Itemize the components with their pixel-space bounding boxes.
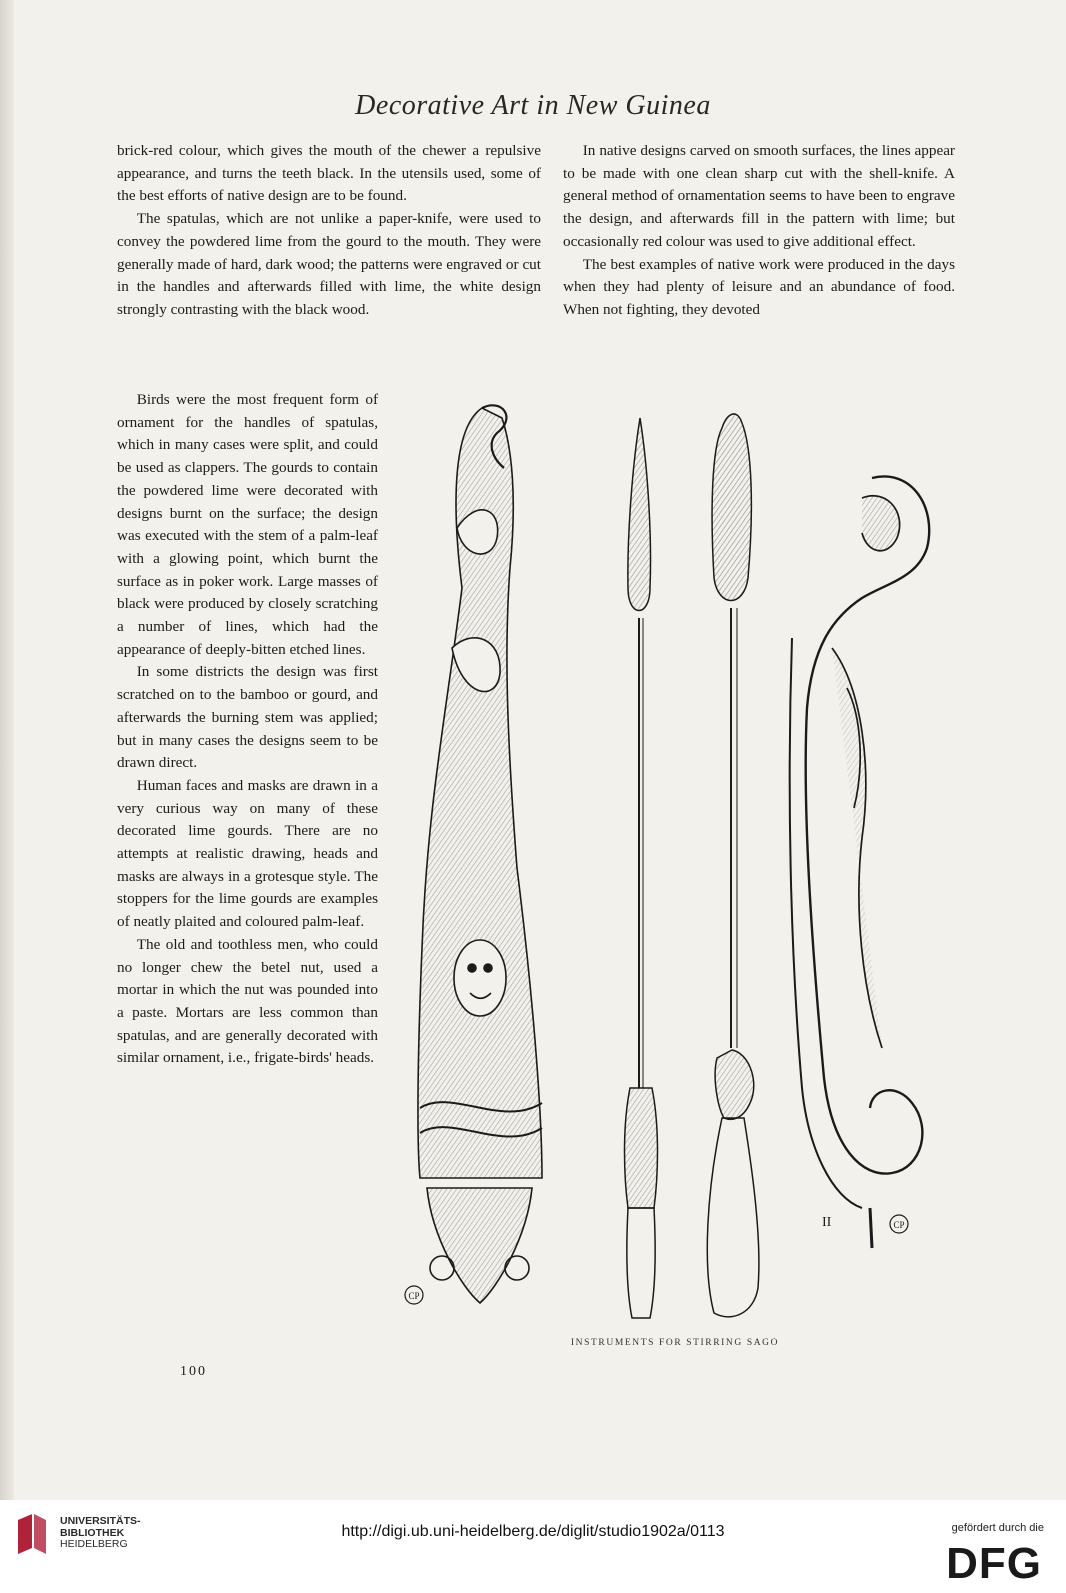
running-head: Decorative Art in New Guinea xyxy=(355,90,711,121)
figure-caption: INSTRUMENTS FOR STIRRING SAGO xyxy=(570,1338,780,1348)
page-edge-shadow xyxy=(0,0,14,1500)
library-name-line: BIBLIOTHEK xyxy=(60,1526,125,1539)
left-column-top xyxy=(117,140,541,322)
paragraph: brick-red colour, which gives the mouth of the chewer a repulsive appearance, and turns the teeth black. In the utensils used, some of the best efforts of native design are to be found. xyxy=(117,142,541,205)
stirrer-4-illustration xyxy=(790,476,930,1248)
dfg-logo: DFG xyxy=(946,1539,1042,1588)
right-column xyxy=(563,140,955,322)
svg-text:CP: CP xyxy=(408,1291,420,1301)
cp-monogram-right xyxy=(890,1215,908,1233)
permalink-url[interactable]: http://digi.ub.uni-heidelberg.de/diglit/studio1902a/0113 xyxy=(341,1523,725,1540)
plate-numeral: II xyxy=(822,1215,832,1230)
svg-text:CP: CP xyxy=(893,1220,905,1230)
funded-by-label: gefördert durch die xyxy=(951,1522,1044,1534)
page-number: 100 xyxy=(180,1364,207,1379)
paragraph: The spatulas, which are not unlike a paper-knife, were used to convey the powdered lime from the gourd to the mouth. They were generally made of hard, dark wood; the patterns were engraved or cut in the handles and afterwards filled with lime, the white design strongly contrasting with the black wood. xyxy=(117,210,541,318)
paragraph: The old and toothless men, who could no longer chew the betel nut, used a mortar in which the nut was pounded into a paste. Mortars are less common than spatulas, and are generally decorated with similar ornament, i.e., frigate-birds' heads. xyxy=(117,935,378,1067)
stirrer-3-illustration xyxy=(707,414,759,1317)
paragraph: In native designs carved on smooth surfaces, the lines appear to be made with one clean sharp cut with the shell-knife. A general method of ornamentation seems to have been to engrave the design, and afterwards fill in the pattern with lime; but occasionally red colour was used to give additional effect. xyxy=(563,142,955,250)
footer-bar xyxy=(0,1500,1066,1593)
paragraph: Human faces and masks are drawn in a very curious way on many of these decorated lime gourds. There are no attempts at realistic drawing, heads and masks are always in a grotesque style. The stoppers for the lime gourds are examples of neatly plaited and coloured palm-leaf. xyxy=(117,776,378,931)
paragraph: The best examples of native work were produced in the days when they had plenty of leisure and an abundance of food. When not fighting, they devoted xyxy=(563,255,955,318)
spatula-1-illustration xyxy=(418,405,542,1303)
stirrer-2-illustration xyxy=(625,418,658,1318)
cp-monogram-left xyxy=(405,1286,423,1304)
sago-instruments-illustration xyxy=(392,388,952,1328)
left-column-narrow xyxy=(117,389,378,1070)
paragraph: In some districts the design was first scratched on to the bamboo or gourd, and afterwards the burning stem was applied; but in many cases the designs seem to be drawn direct. xyxy=(117,663,378,772)
library-name-line: HEIDELBERG xyxy=(60,1538,128,1550)
paragraph: Birds were the most frequent form of ornament for the handles of spatulas, which in many cases were split, and could be used as clappers. The gourds to contain the powdered lime were decorated with designs burnt on the surface; the design was executed with the stem of a palm-leaf with a glowing point, which burnt the surface as in poker work. Large masses of black were produced by closely scratching a number of lines, which had the appearance of deeply-bitten etched lines. xyxy=(117,391,378,658)
library-name-line: UNIVERSITÄTS- xyxy=(60,1515,141,1527)
